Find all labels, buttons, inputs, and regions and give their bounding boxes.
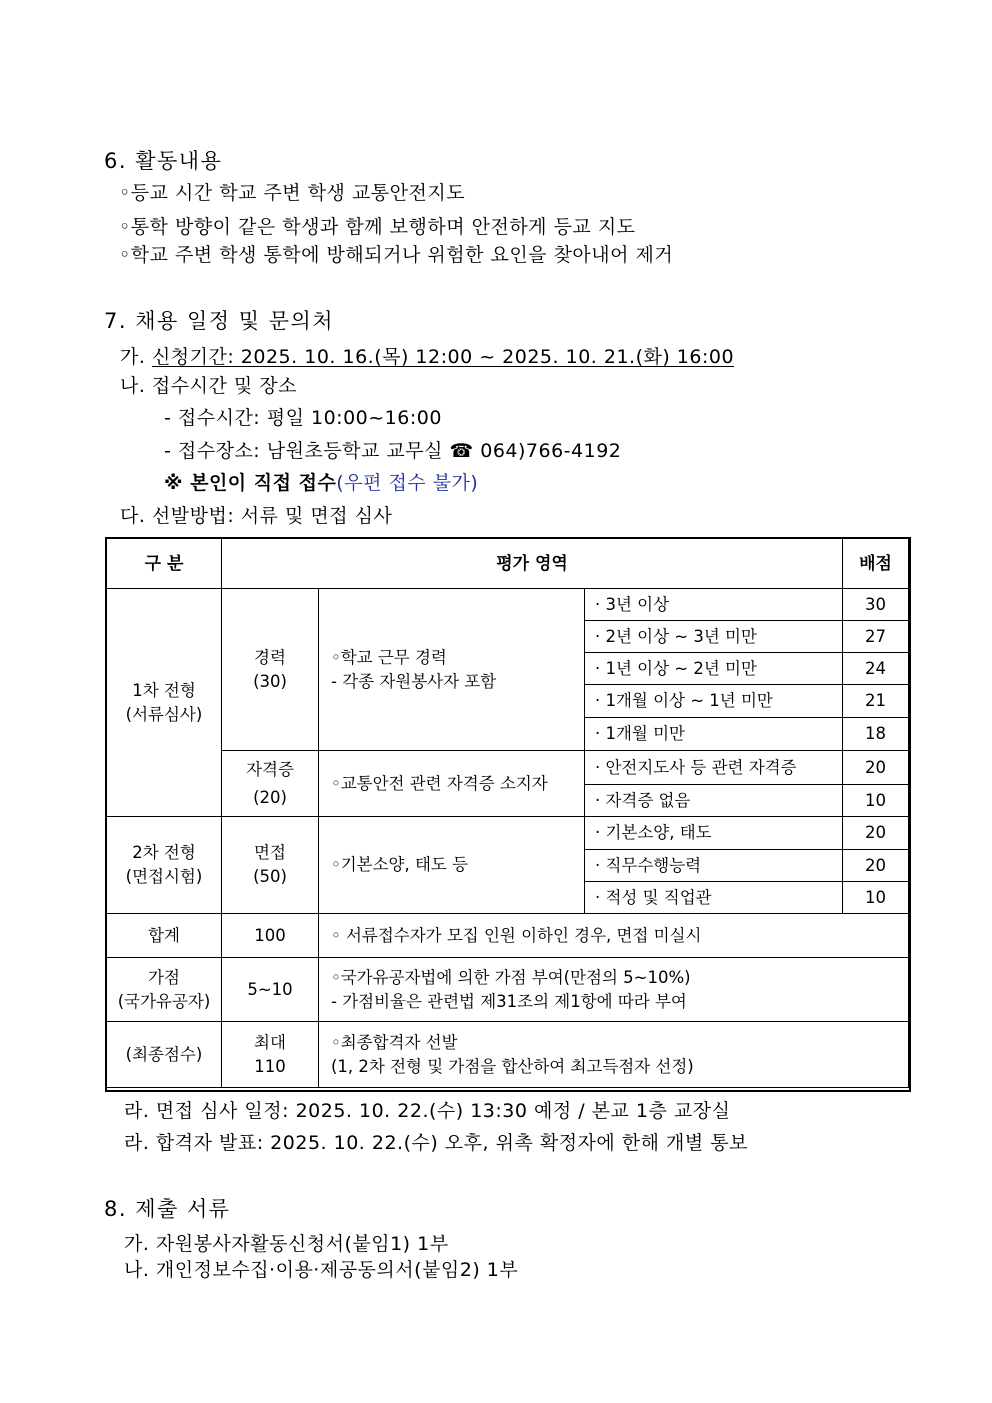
second-stage-label: 2차 전형 (면접시험)	[107, 817, 222, 914]
reception-note-blue: (우편 접수 불가)	[336, 472, 479, 494]
interview-score: 20	[843, 817, 909, 850]
reception-note	[164, 471, 478, 495]
interview-desc: ◦기본소양, 태도 등	[319, 817, 585, 914]
reception-place: - 접수장소: 남원초등학교 교무실 ☎ 064)766-4192	[164, 440, 622, 462]
career-score: 24	[843, 653, 909, 685]
career-item: · 1년 이상 ~ 2년 미만	[585, 653, 843, 685]
section-8-title: 8. 제출 서류	[104, 1197, 231, 1221]
career-score: 21	[843, 685, 909, 718]
license-item: · 자격증 없음	[585, 785, 843, 817]
career-desc: ◦학교 근무 경력 - 각종 자원봉사자 포함	[319, 589, 585, 751]
header-category: 구 분	[107, 539, 222, 589]
interview-item: · 적성 및 직업관	[585, 882, 843, 914]
interview-item: · 기본소양, 태도	[585, 817, 843, 850]
total-label: 합계	[107, 914, 222, 958]
career-score: 30	[843, 589, 909, 621]
interview-item: · 직무수행능력	[585, 850, 843, 882]
total-value: 100	[222, 914, 319, 958]
interview-score: 10	[843, 882, 909, 914]
bonus-label: 가점 (국가유공자)	[107, 958, 222, 1022]
career-score: 27	[843, 621, 909, 653]
result-announcement: 라. 합격자 발표: 2025. 10. 22.(수) 오후, 위촉 확정자에 한해 개별 통보	[124, 1132, 749, 1154]
career-item: · 2년 이상 ~ 3년 미만	[585, 621, 843, 653]
application-period-prefix: 가.	[120, 346, 152, 368]
bonus-desc: ◦국가유공자법에 의한 가점 부여(만점의 5~10%) - 가점비율은 관련법 제31조의 제1항에 따라 부여	[319, 958, 909, 1022]
bonus-value: 5~10	[222, 958, 319, 1022]
final-desc: ◦최종합격자 선발 (1, 2차 전형 및 가점을 합산하여 최고득점자 선정)	[319, 1022, 909, 1088]
final-value: 최대 110	[222, 1022, 319, 1088]
section-7-title: 7. 채용 일정 및 문의처	[104, 309, 335, 333]
license-label: 자격증 (20)	[222, 751, 319, 817]
career-item: · 3년 이상	[585, 589, 843, 621]
activity-item-2: ◦통학 방향이 같은 학생과 함께 보행하며 안전하게 등교 지도	[119, 216, 636, 238]
license-score: 10	[843, 785, 909, 817]
final-label: (최종점수)	[107, 1022, 222, 1088]
header-area: 평가 영역	[222, 539, 843, 589]
license-score: 20	[843, 751, 909, 785]
total-desc: ◦ 서류접수자가 모집 인원 이하인 경우, 면접 미실시	[319, 914, 909, 958]
interview-label: 면접 (50)	[222, 817, 319, 914]
career-score: 18	[843, 718, 909, 751]
application-period	[120, 345, 734, 369]
first-stage-label: 1차 전형 (서류심사)	[107, 589, 222, 817]
selection-method: 다. 선발방법: 서류 및 면접 심사	[120, 505, 393, 527]
interview-schedule: 라. 면접 심사 일정: 2025. 10. 22.(수) 13:30 예정 / 본교 1층 교장실	[124, 1100, 731, 1122]
license-desc: ◦교통안전 관련 자격증 소지자	[319, 751, 585, 817]
application-period-text: 신청기간: 2025. 10. 16.(목) 12:00 ~ 2025. 10. 21.(화) 16:00	[151, 346, 735, 368]
evaluation-table	[106, 538, 909, 1088]
reception-time: - 접수시간: 평일 10:00~16:00	[164, 407, 442, 429]
activity-item-1: ◦등교 시간 학교 주변 학생 교통안전지도	[119, 182, 466, 204]
reception-note-bold: ※ 본인이 직접 접수	[164, 472, 337, 494]
career-item: · 1개월 이상 ~ 1년 미만	[585, 685, 843, 718]
document-item-2: 나. 개인정보수집·이용·제공동의서(붙임2) 1부	[124, 1259, 519, 1281]
reception-heading: 나. 접수시간 및 장소	[120, 375, 297, 397]
document-item-1: 가. 자원봉사자활동신청서(붙임1) 1부	[124, 1233, 449, 1255]
section-6-title: 6. 활동내용	[104, 149, 223, 173]
interview-score: 20	[843, 850, 909, 882]
license-item: · 안전지도사 등 관련 자격증	[585, 751, 843, 785]
career-item: · 1개월 미만	[585, 718, 843, 751]
career-label: 경력 (30)	[222, 589, 319, 751]
header-score: 배점	[843, 539, 909, 589]
activity-item-3: ◦학교 주변 학생 통학에 방해되거나 위험한 요인을 찾아내어 제거	[119, 244, 674, 266]
